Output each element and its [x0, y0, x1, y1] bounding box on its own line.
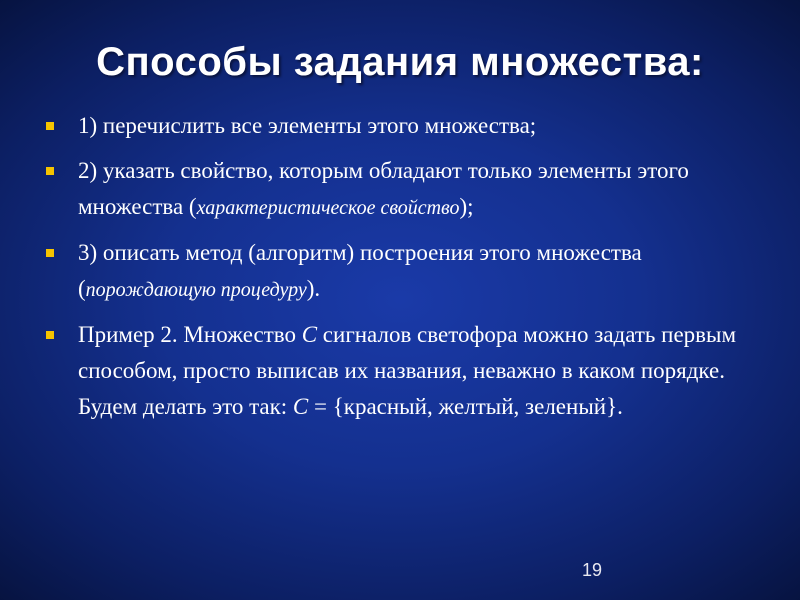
square-bullet-icon	[46, 122, 54, 130]
bullet-text-end: = {красный, желтый, зеленый}.	[308, 394, 623, 419]
bullet-text: 2) указать свойство, которым обладают только элементы этого множества (	[78, 158, 689, 219]
page-number: 19	[581, 560, 602, 580]
square-bullet-icon	[46, 167, 54, 175]
bullet-list	[40, 108, 760, 434]
set-variable: C	[301, 322, 318, 347]
bullet-text-end: );	[459, 194, 474, 219]
bullet-text-end: ).	[306, 276, 321, 301]
bullet-text: 3) описать метод (алгоритм) построения этого множества (	[78, 240, 642, 301]
bullet-item-2	[40, 153, 760, 226]
italic-term: характеристическое свойство	[196, 197, 460, 219]
bullet-text-middle: сигналов светофора можно задать первым способом, просто выписав их названия, неважно в каком порядке. Будем делать это так:	[78, 322, 737, 419]
set-variable: C	[292, 394, 309, 419]
square-bullet-icon	[46, 331, 54, 339]
italic-term: порождающую процедуру	[85, 279, 307, 301]
bullet-item-4	[40, 317, 760, 425]
bullet-text: 1) перечислить все элементы этого множества;	[78, 113, 537, 138]
bullet-text: Пример 2. Множество	[78, 322, 302, 347]
square-bullet-icon	[46, 249, 54, 257]
bullet-item-1	[40, 108, 760, 144]
slide-title: Способы задания множества:	[96, 40, 704, 84]
bullet-item-3	[40, 235, 760, 308]
